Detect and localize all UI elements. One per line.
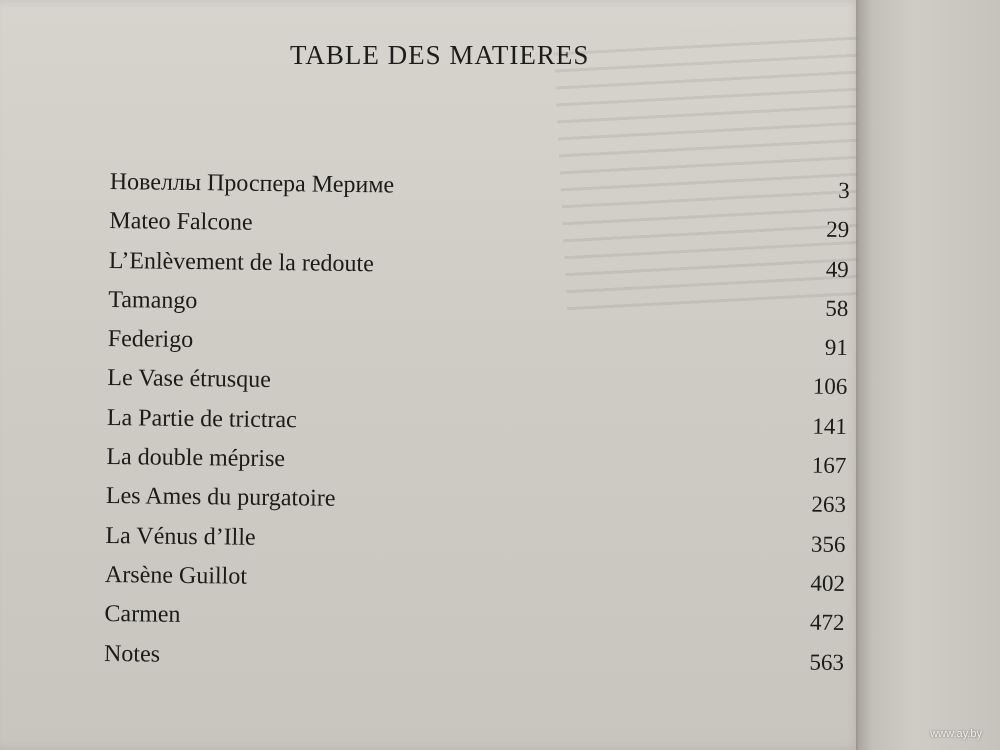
toc-entry-title: Tamango — [108, 286, 198, 314]
toc-entry-page: 263 — [811, 491, 847, 518]
toc-entry-page: 106 — [812, 374, 848, 400]
toc-entry-title: Les Ames du purgatoire — [105, 483, 336, 513]
toc-entry-page: 356 — [810, 531, 846, 557]
toc-entry-page: 141 — [812, 413, 848, 439]
toc-entry-page: 3 — [838, 177, 850, 204]
toc-entry-page: 29 — [826, 217, 850, 243]
adjacent-page — [858, 0, 1000, 750]
toc-entry-title: La Partie de trictrac — [106, 404, 297, 434]
toc-entry-page: 49 — [825, 256, 849, 282]
toc-entry-title: La Vénus d’Ille — [105, 522, 256, 551]
dot-leader — [277, 364, 786, 394]
dot-leader — [341, 482, 784, 511]
toc-entry-title: Mateo Falcone — [109, 208, 253, 237]
toc-entry-page: 91 — [824, 334, 848, 361]
toc-entry-page: 472 — [809, 609, 845, 636]
toc-entry-title: Новеллы Проспера Мериме — [109, 168, 395, 199]
dot-leader — [253, 560, 783, 590]
toc-entry-page: 58 — [825, 295, 849, 321]
dot-leader — [291, 442, 785, 472]
toc-entry-page: 402 — [810, 570, 846, 596]
toc-entry-title: Carmen — [104, 601, 181, 629]
dot-leader — [259, 206, 788, 236]
watermark: www.ay.by — [930, 728, 982, 740]
page-title: TABLE DES MATIERES — [290, 40, 590, 70]
toc-entry-title: Le Vase étrusque — [107, 365, 272, 394]
dot-leader — [400, 169, 788, 198]
dot-leader — [262, 521, 784, 551]
dot-leader — [380, 247, 787, 276]
toc-entry-title: L’Enlèvement de la redoute — [108, 247, 374, 277]
table-of-contents — [104, 165, 850, 685]
toc-entry-title: Federigo — [107, 326, 194, 354]
toc-entry-title: La double méprise — [106, 444, 286, 473]
toc-entry-title: Arsène Guillot — [104, 561, 248, 590]
toc-entry-title: Notes — [103, 640, 161, 668]
dot-leader — [303, 403, 785, 433]
toc-entry-page: 563 — [809, 649, 845, 675]
toc-entry-page: 167 — [811, 452, 847, 479]
